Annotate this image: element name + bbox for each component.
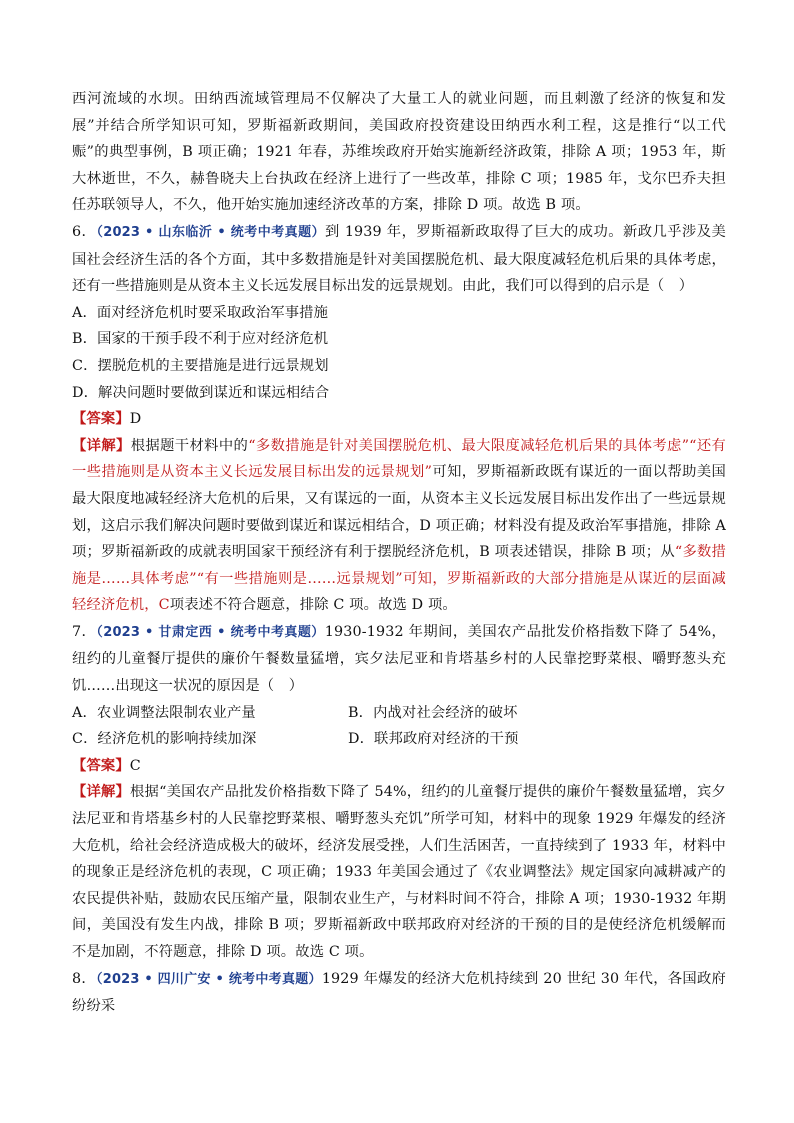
option-c: C．经济危机的影响持续加深 [72, 731, 257, 748]
question-stem: 1930-1932 年期间，美国农产品批发价格指数下降了 54%，纽约的儿童餐厅提供的廉价午餐数量猛增，宾夕法尼亚和肯塔基乡村的人民靠挖野菜根、嚼野葱头充饥……出现这一状况的原因是（ ） [72, 623, 726, 695]
q7-detail [72, 779, 726, 965]
q7-options [72, 700, 726, 753]
answer-value: D [129, 411, 142, 428]
option-a: A．农业调整法限制农业产量 [72, 704, 256, 721]
q6-detail [72, 433, 726, 619]
answer-label: 【答案】 [72, 757, 130, 774]
question-number: 6． [72, 223, 97, 240]
question-7 [72, 619, 726, 700]
detail-text: 可知，罗斯福新政既有谋近的一面以帮助美国最大限度地减轻经济大危机的后果，又有谋远的一面，从资本主义长远发展目标出发作出了一些远景规划，这启示我们解决问题时要做到谋近和谋远相结合，D 项正确；材料没有提及政治军事措施，排除 A 项；罗斯福新政的成就表明国家干预经济有利于摆脱经济危机，B 项表述错误，排除 B 项；从 [72, 464, 727, 561]
option-b: B．内战对社会经济的破坏 [348, 704, 518, 721]
q5-explanation-continued: 西河流域的水坝。田纳西流域管理局不仅解决了大量工人的就业问题，而且刺激了经济的恢复和发展”并结合所学知识可知，罗斯福新政期间，美国政府投资建设田纳西水利工程，这是推行“以工代赈”的典型事例，B 项正确；1921 年春，苏维埃政府开始实施新经济政策，排除 A 项；1953 年，斯大林逝世，不久，赫鲁晓夫上台执政在经济上进行了一些改革，排除 C 项；1985 年，戈尔巴乔夫担任苏联领导人，不久，他开始实施加速经济改革的方案，排除 D 项。故选 B 项。 [72, 91, 726, 214]
detail-text: 项表述不符合题意，排除 C 项。故选 D 项。 [169, 597, 457, 614]
detail-quote: “多数措施是针对美国摆脱危机、最大限度减轻危机后果的具体考虑”“还有一些措施则是从资本主义长远发展目标出发的远景规划” [72, 437, 726, 481]
detail-quote: “多数措施是……具体考虑”“有一些措施则是……远景规划”可知，罗斯福新政的大部分措施是从谋近的层面减轻经济危机，C [72, 544, 726, 614]
detail-text: 根据“美国农产品批发价格指数下降了 54%，纽约的儿童餐厅提供的廉价午餐数量猛增，宾夕法尼亚和肯塔基乡村的人民靠挖野菜根、嚼野葱头充饥”所学可知，材料中的现象 1929 年爆发的经济大危机，给社会经济造成极大的破坏，经济发展受挫，人们生活困苦，一直持续到了 1933 年，材料中的现象正是经济危机的表现，C 项正确；1933 年美国会通过了《农业调整法》规定国家向减耕减产的农民提供补贴，鼓励农民压缩产量，限制农业生产，与材料时间不符合，排除 A 项；1930-1932 年期间，美国没有发生内战，排除 B 项；罗斯福新政中联邦政府对经济的干预的目的是使经济危机缓解而不是加剧，不符题意，排除 D 项。故选 C 项。 [72, 784, 726, 960]
q6-answer [72, 406, 726, 433]
option-b: B．国家的干预手段不利于应对经济危机 [72, 331, 329, 348]
answer-label: 【答案】 [72, 411, 130, 428]
detail-label: 【详解】 [72, 784, 131, 801]
q6-options [72, 300, 726, 406]
answer-value: C [129, 757, 141, 774]
question-6 [72, 219, 726, 300]
question-source: （2023 • 山东临沂 • 统考中考真题） [96, 224, 326, 240]
option-d: D．解决问题时要做到谋近和谋远相结合 [72, 384, 330, 401]
question-stem: 到 1939 年，罗斯福新政取得了巨大的成功。新政几乎涉及美国社会经济生活的各个方面，其中多数措施是针对美国摆脱危机、最大限度减轻危机后果的具体考虑，还有一些措施则是从资本主义长远发展目标出发的远景规划。由此，我们可以得到的启示是（ ） [72, 223, 726, 295]
option-c: C．摆脱危机的主要措施是进行远景规划 [72, 357, 329, 374]
question-8 [72, 966, 726, 1020]
option-a: A．面对经济危机时要采取政治军事措施 [72, 304, 329, 321]
question-source: （2023 • 四川广安 • 统考中考真题） [95, 971, 322, 987]
question-number: 8． [72, 970, 96, 987]
q7-answer [72, 753, 726, 780]
detail-text: 根据题干材料中的 [130, 437, 249, 454]
question-number: 7． [72, 623, 97, 640]
question-stem: 1929 年爆发的经济大危机持续到 20 世纪 30 年代，各国政府纷纷采 [72, 970, 726, 1015]
option-d: D．联邦政府对经济的干预 [348, 731, 519, 748]
detail-label: 【详解】 [72, 437, 131, 454]
question-source: （2023 • 甘肃定西 • 统考中考真题） [96, 624, 325, 640]
